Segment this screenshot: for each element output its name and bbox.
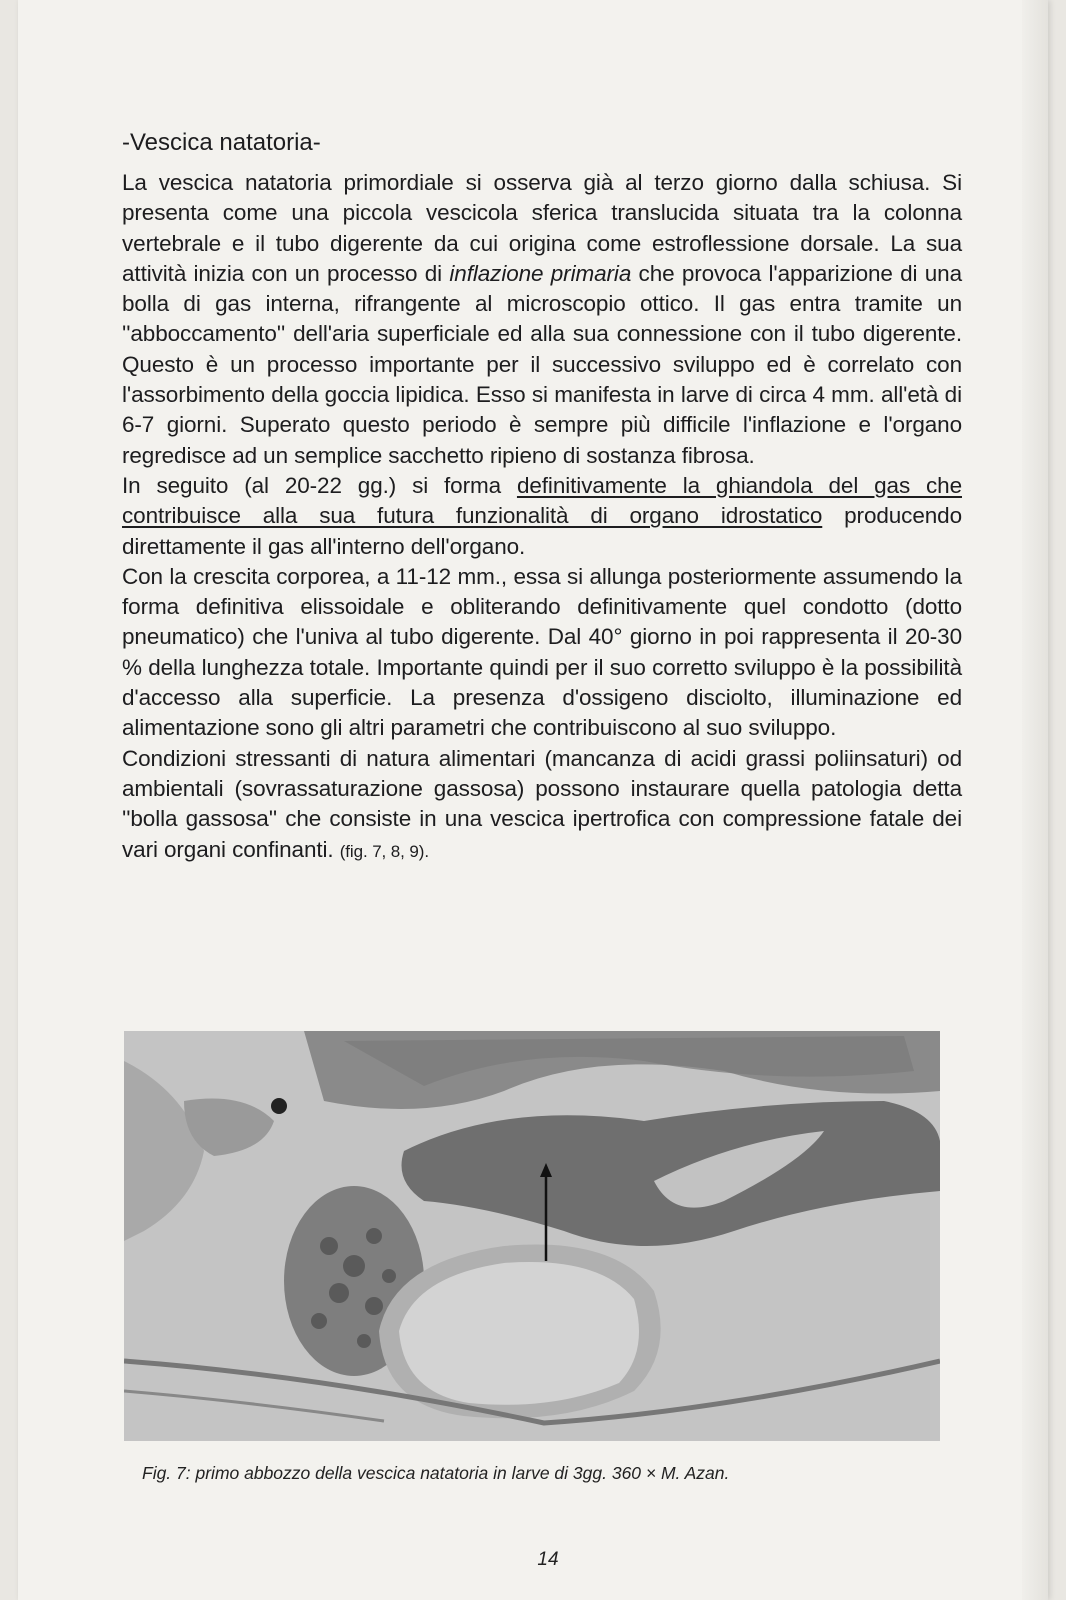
paragraph-1-text: La vescica natatoria primordiale si osserva già al terzo giorno dalla schiusa. Si presenta come una piccola vescicola sferica translucida situata tra la colonna vertebrale e il tubo digerente da cui origina come estroflessione dorsale. La sua attività inizia con un processo di [122,170,962,286]
paragraph-4 [122,744,962,867]
paragraph-1-italic: inflazione primaria [449,260,632,286]
paragraph-1-continued: che provoca l'apparizione di una bolla di gas interna, rifrangente al microscopio ottico. Il gas entra tramite un ''abboccamento'' dell'aria superficiale ed alla sua connessione con il tubo digerente. Questo è un processo importante per il successivo sviluppo ed è correlato con l'assorbimento della goccia lipidica. Esso si manifesta in larve di circa 4 mm. all'età di 6-7 giorni. Superato questo periodo è sempre più difficile l'inflazione e l'organo regredisce ad un semplice sacchetto ripieno di sostanza fibrosa. [122,260,962,468]
figure-reference: (fig. 7, 8, 9). [339,841,429,861]
paragraph-4-text: Condizioni stressanti di natura alimentari (mancanza di acidi grassi poliinsaturi) od ambientali (sovrassaturazione gassosa) possono instaurare quella patologia detta ''bolla gassosa'' che consiste in una vescica ipertrofica con compressione fatale dei vari organi confinanti. [122,745,962,862]
page-edge [1022,0,1048,1600]
paragraph-2-continued: producendo direttamente il gas all'interno dell'organo. [122,503,962,559]
section-heading: -Vescica natatoria- [122,129,321,156]
paragraph-1 [122,168,962,471]
paragraph-3: Con la crescita corporea, a 11-12 mm., essa si allunga posteriormente assumendo la forma definitiva elissoidale e obliterando definitivamente quel condotto (dotto pneumatico) che l'univa al tubo digerente. Dal 40° giorno in poi rappresenta il 20-30 % della lunghezza totale. Importante quindi per il suo corretto sviluppo è la possibilità d'accesso alla superficie. La presenza d'ossigeno disciolto, illuminazione ed alimentazione sono gli altri parametri che contribuiscono al suo sviluppo. [122,563,962,741]
paragraph-2-text: In seguito (al 20-22 gg.) si forma [122,472,502,498]
figure-caption: Fig. 7: primo abbozzo della vescica natatoria in larve di 3gg. 360 × M. Azan. [142,1463,730,1483]
paragraph-2-underlined: definitivamente la ghiandola del gas che contribuisce alla sua futura funzionalità di organo idrostatico [122,472,962,529]
micrograph-figure [124,1031,940,1441]
book-page [18,0,1048,1600]
text-block [122,128,962,867]
page-number: 14 [537,1549,559,1570]
paragraph-2 [122,471,962,562]
micrograph-image [124,1031,940,1441]
body-text [122,168,962,867]
